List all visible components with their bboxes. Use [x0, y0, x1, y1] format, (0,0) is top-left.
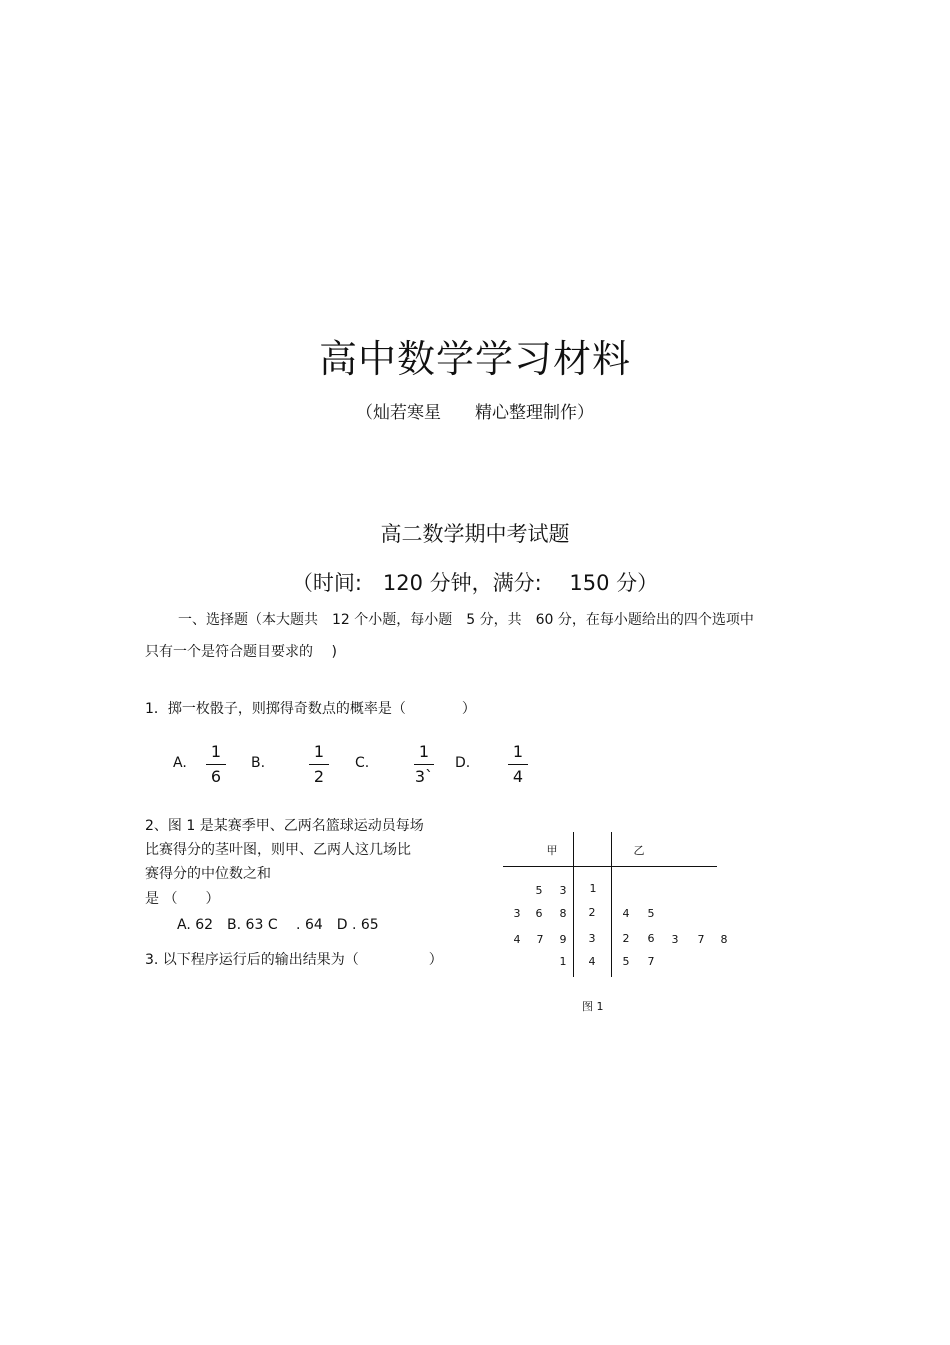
leaf-right: 3 — [671, 933, 679, 946]
leaf-right: 6 — [647, 932, 655, 945]
fraction-numerator: 1 — [210, 742, 222, 761]
exam-info: （时间: 120 分钟，满分: 150 分） — [291, 571, 659, 595]
q1-option-d-fraction — [508, 742, 528, 787]
question-2-line3: 赛得分的中位数之和 — [145, 866, 271, 882]
fraction-bar — [414, 764, 434, 765]
leaf-left: 8 — [559, 907, 567, 920]
stem-divider-right — [611, 832, 612, 977]
section-instruction-line1: 一、选择题（本大题共 12 个小题，每小题 5 分，共 60 分，在每小题给出的四个选项中 — [178, 612, 754, 628]
header-rule — [503, 866, 717, 867]
q1-option-c-label: C. — [355, 755, 370, 771]
question-2-line1: 2、图 1 是某赛季甲、乙两名篮球运动员每场 — [145, 818, 424, 834]
leaf-left: 9 — [559, 933, 567, 946]
fraction-numerator: 1 — [512, 742, 524, 761]
question-1-stem: 1．掷一枚骰子，则掷得奇数点的概率是（ ） — [145, 701, 476, 717]
question-3-stem: 3. 以下程序运行后的输出结果为（ ） — [145, 952, 443, 968]
fraction-numerator: 1 — [313, 742, 325, 761]
fraction-bar — [206, 764, 226, 765]
fraction-bar — [508, 764, 528, 765]
header-jia: 甲 — [546, 844, 558, 857]
fraction-denominator: 4 — [512, 767, 524, 786]
leaf-left: 3 — [559, 884, 567, 897]
question-2-line2: 比赛得分的茎叶图，则甲、乙两人这几场比 — [145, 842, 411, 858]
stem-value: 1 — [589, 882, 597, 895]
fraction-denominator: 2 — [313, 767, 325, 786]
leaf-right: 5 — [647, 907, 655, 920]
fraction-denominator: 3` — [414, 767, 434, 786]
leaf-right: 5 — [622, 955, 630, 968]
leaf-right: 2 — [622, 932, 630, 945]
q1-option-b-label: B. — [251, 755, 266, 771]
main-title: 高中数学学习材料 — [318, 337, 631, 381]
q1-option-c-fraction — [414, 742, 434, 787]
leaf-right: 8 — [720, 933, 728, 946]
exam-title: 高二数学期中考试题 — [380, 522, 570, 546]
q1-option-b-fraction — [309, 742, 329, 787]
section-instruction-line2: 只有一个是符合题目要求的 ) — [145, 644, 337, 660]
leaf-left: 4 — [513, 933, 521, 946]
stem-value: 4 — [588, 955, 596, 968]
leaf-right: 4 — [622, 907, 630, 920]
figure-caption: 图 1 — [582, 1000, 604, 1013]
q1-option-a-label: A. — [173, 755, 187, 771]
fraction-denominator: 6 — [210, 767, 222, 786]
fraction-numerator: 1 — [418, 742, 430, 761]
leaf-left: 7 — [536, 933, 544, 946]
leaf-left: 1 — [559, 955, 567, 968]
question-2-line4: 是 （ ） — [145, 891, 220, 907]
stem-value: 3 — [588, 932, 596, 945]
question-2-options: A. 62 B. 63 C . 64 D . 65 — [177, 917, 379, 933]
stem-value: 2 — [588, 906, 596, 919]
leaf-left: 5 — [535, 884, 543, 897]
leaf-left: 6 — [535, 907, 543, 920]
stem-divider-left — [573, 832, 574, 977]
leaf-right: 7 — [697, 933, 705, 946]
leaf-left: 3 — [513, 907, 521, 920]
subtitle: （灿若寒星 精心整理制作） — [356, 403, 594, 423]
q1-option-d-label: D. — [455, 755, 471, 771]
leaf-right: 7 — [647, 955, 655, 968]
fraction-bar — [309, 764, 329, 765]
q1-option-a-fraction — [206, 742, 226, 787]
header-yi: 乙 — [633, 844, 645, 857]
